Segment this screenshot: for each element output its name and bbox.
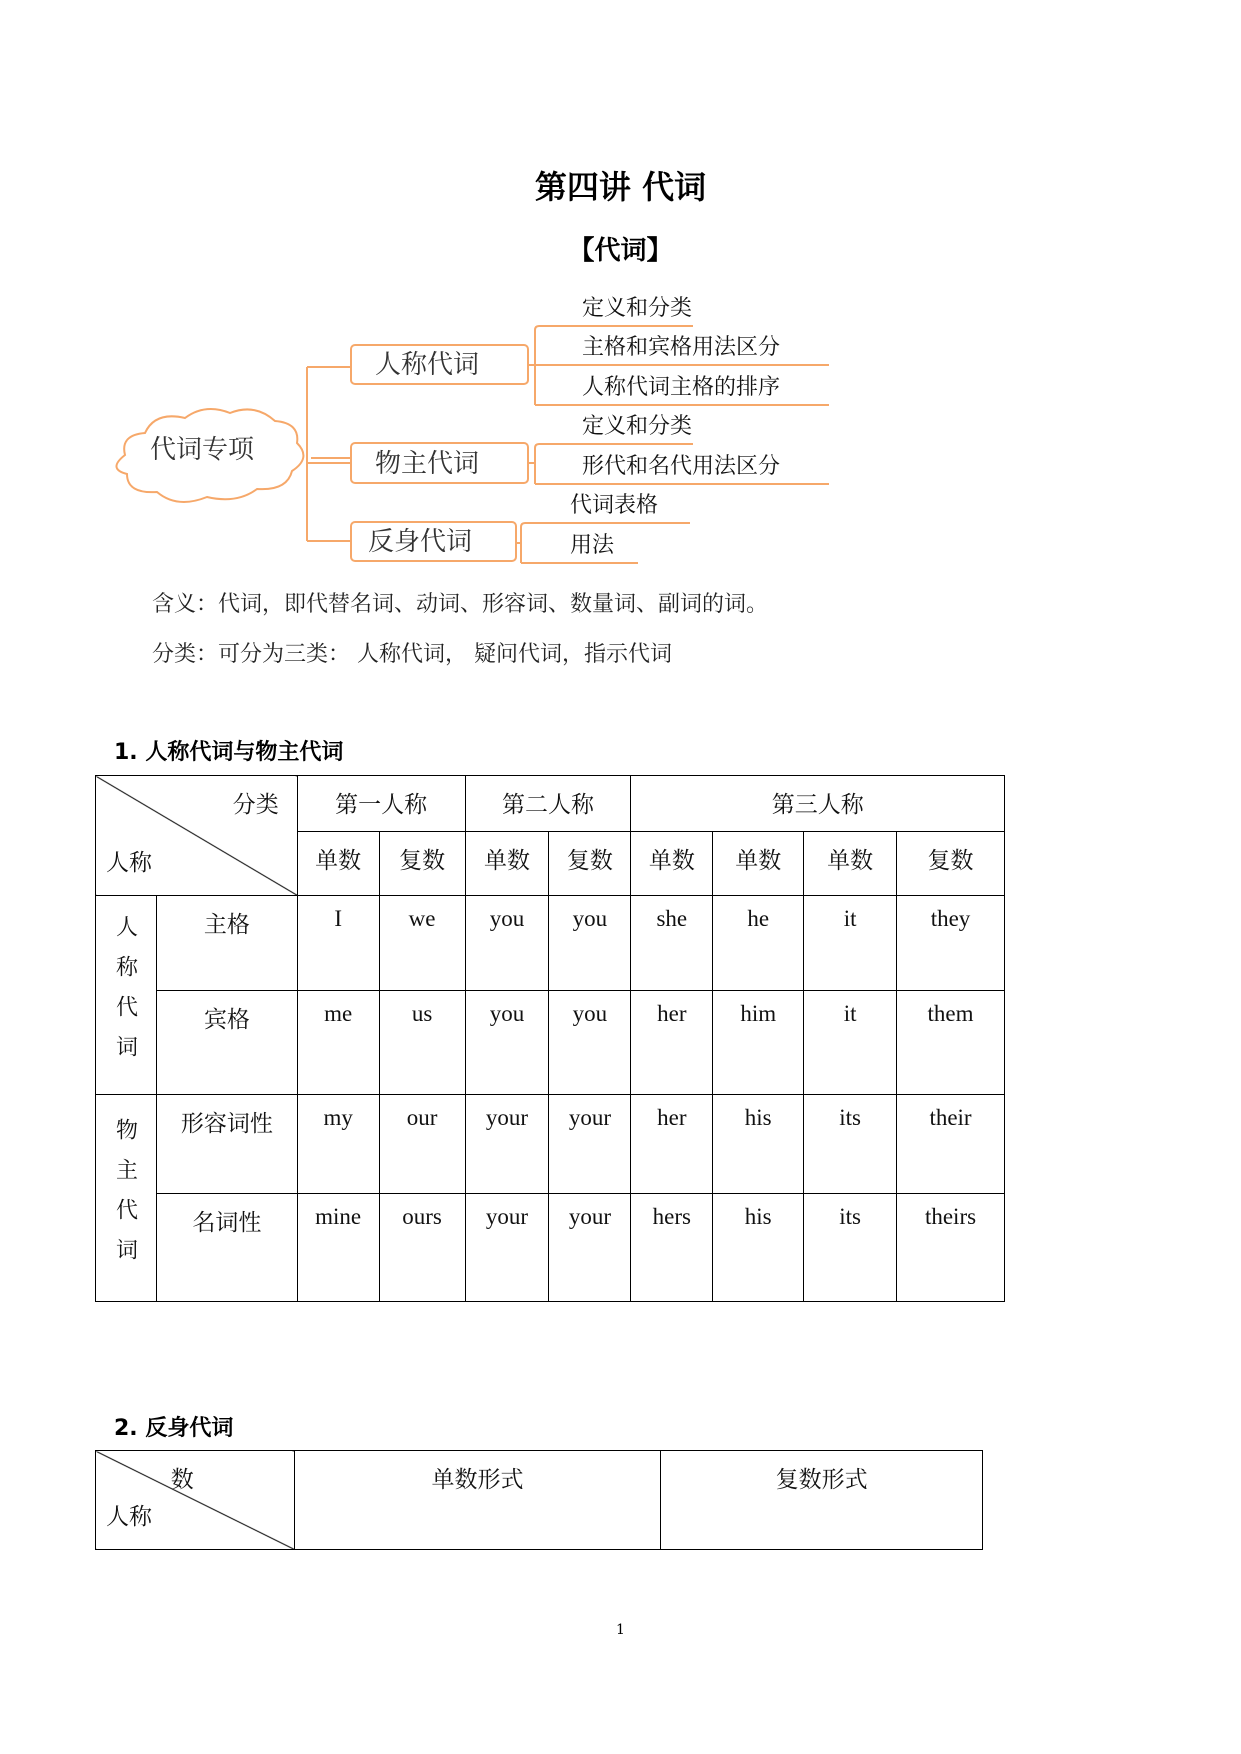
meaning-text: 含义：代词，即代替名词、动词、形容词、数量词、副词的词。 <box>152 592 769 617</box>
pronoun-table <box>95 775 1005 1302</box>
subtitle: 【代词】 <box>568 236 673 266</box>
table-row <box>96 991 1005 1095</box>
corner-header: 分类 人称 <box>96 776 298 896</box>
number-header: 单数 <box>631 832 713 896</box>
cell: hers <box>631 1194 713 1302</box>
cell: your <box>465 1095 549 1194</box>
page-title: 第四讲 代词 <box>534 168 707 206</box>
cell: I <box>297 896 379 991</box>
cell: you <box>549 896 631 991</box>
cell: ours <box>379 1194 465 1302</box>
cell: he <box>713 896 804 991</box>
mindmap-leaf: 主格和宾格用法区分 <box>582 335 781 360</box>
cell: your <box>465 1194 549 1302</box>
number-header: 单数 <box>297 832 379 896</box>
mind-map <box>0 0 1241 600</box>
mindmap-leaf: 形代和名代用法区分 <box>582 454 781 479</box>
group-possessive: 物主代词 <box>96 1095 157 1302</box>
classification-text: 分类：可分为三类： 人称代词， 疑问代词，指示代词 <box>152 642 672 667</box>
cell: us <box>379 991 465 1095</box>
cell: him <box>713 991 804 1095</box>
group-header: 第二人称 <box>465 776 631 832</box>
cell: its <box>804 1095 897 1194</box>
cell: we <box>379 896 465 991</box>
cell: you <box>465 896 549 991</box>
cell: she <box>631 896 713 991</box>
cell: me <box>297 991 379 1095</box>
cell: their <box>897 1095 1005 1194</box>
mindmap-leaf: 定义和分类 <box>582 414 693 439</box>
section2-heading: 2. 反身代词 <box>114 1416 234 1441</box>
section1-heading: 1. 人称代词与物主代词 <box>114 740 344 765</box>
mindmap-branch: 反身代词 <box>368 527 473 557</box>
corner-header: 数 人称 <box>96 1451 295 1550</box>
table-row <box>96 896 1005 991</box>
cell: your <box>549 1194 631 1302</box>
reflexive-table <box>95 1450 983 1550</box>
cell: them <box>897 991 1005 1095</box>
cell: his <box>713 1194 804 1302</box>
cell: it <box>804 991 897 1095</box>
mindmap-leaf: 人称代词主格的排序 <box>582 375 781 400</box>
number-header: 单数 <box>713 832 804 896</box>
cell: her <box>631 991 713 1095</box>
group-header: 第三人称 <box>631 776 1005 832</box>
cell: his <box>713 1095 804 1194</box>
cell: you <box>549 991 631 1095</box>
cell: our <box>379 1095 465 1194</box>
group-header: 第一人称 <box>297 776 465 832</box>
row-label: 宾格 <box>156 991 297 1095</box>
table-row <box>96 1194 1005 1302</box>
number-header: 复数 <box>897 832 1005 896</box>
mindmap-leaf: 定义和分类 <box>582 296 693 321</box>
col-header-plural: 复数形式 <box>661 1451 983 1550</box>
cell: mine <box>297 1194 379 1302</box>
cell: my <box>297 1095 379 1194</box>
number-header: 单数 <box>465 832 549 896</box>
number-header: 单数 <box>804 832 897 896</box>
row-label: 形容词性 <box>156 1095 297 1194</box>
cell: they <box>897 896 1005 991</box>
mindmap-root: 代词专项 <box>150 435 255 465</box>
cell: it <box>804 896 897 991</box>
mindmap-branch: 物主代词 <box>375 449 480 479</box>
col-header-singular: 单数形式 <box>294 1451 661 1550</box>
cell: your <box>549 1095 631 1194</box>
number-header: 复数 <box>379 832 465 896</box>
mindmap-leaf: 用法 <box>570 533 615 558</box>
mindmap-branch: 人称代词 <box>375 350 480 380</box>
mindmap-leaf: 代词表格 <box>570 493 659 518</box>
table-row <box>96 1095 1005 1194</box>
cell: her <box>631 1095 713 1194</box>
group-personal: 人称代词 <box>96 896 157 1095</box>
cell: theirs <box>897 1194 1005 1302</box>
row-label: 名词性 <box>156 1194 297 1302</box>
cell: you <box>465 991 549 1095</box>
row-label: 主格 <box>156 896 297 991</box>
page-number: 1 <box>616 1622 625 1638</box>
cell: its <box>804 1194 897 1302</box>
number-header: 复数 <box>549 832 631 896</box>
